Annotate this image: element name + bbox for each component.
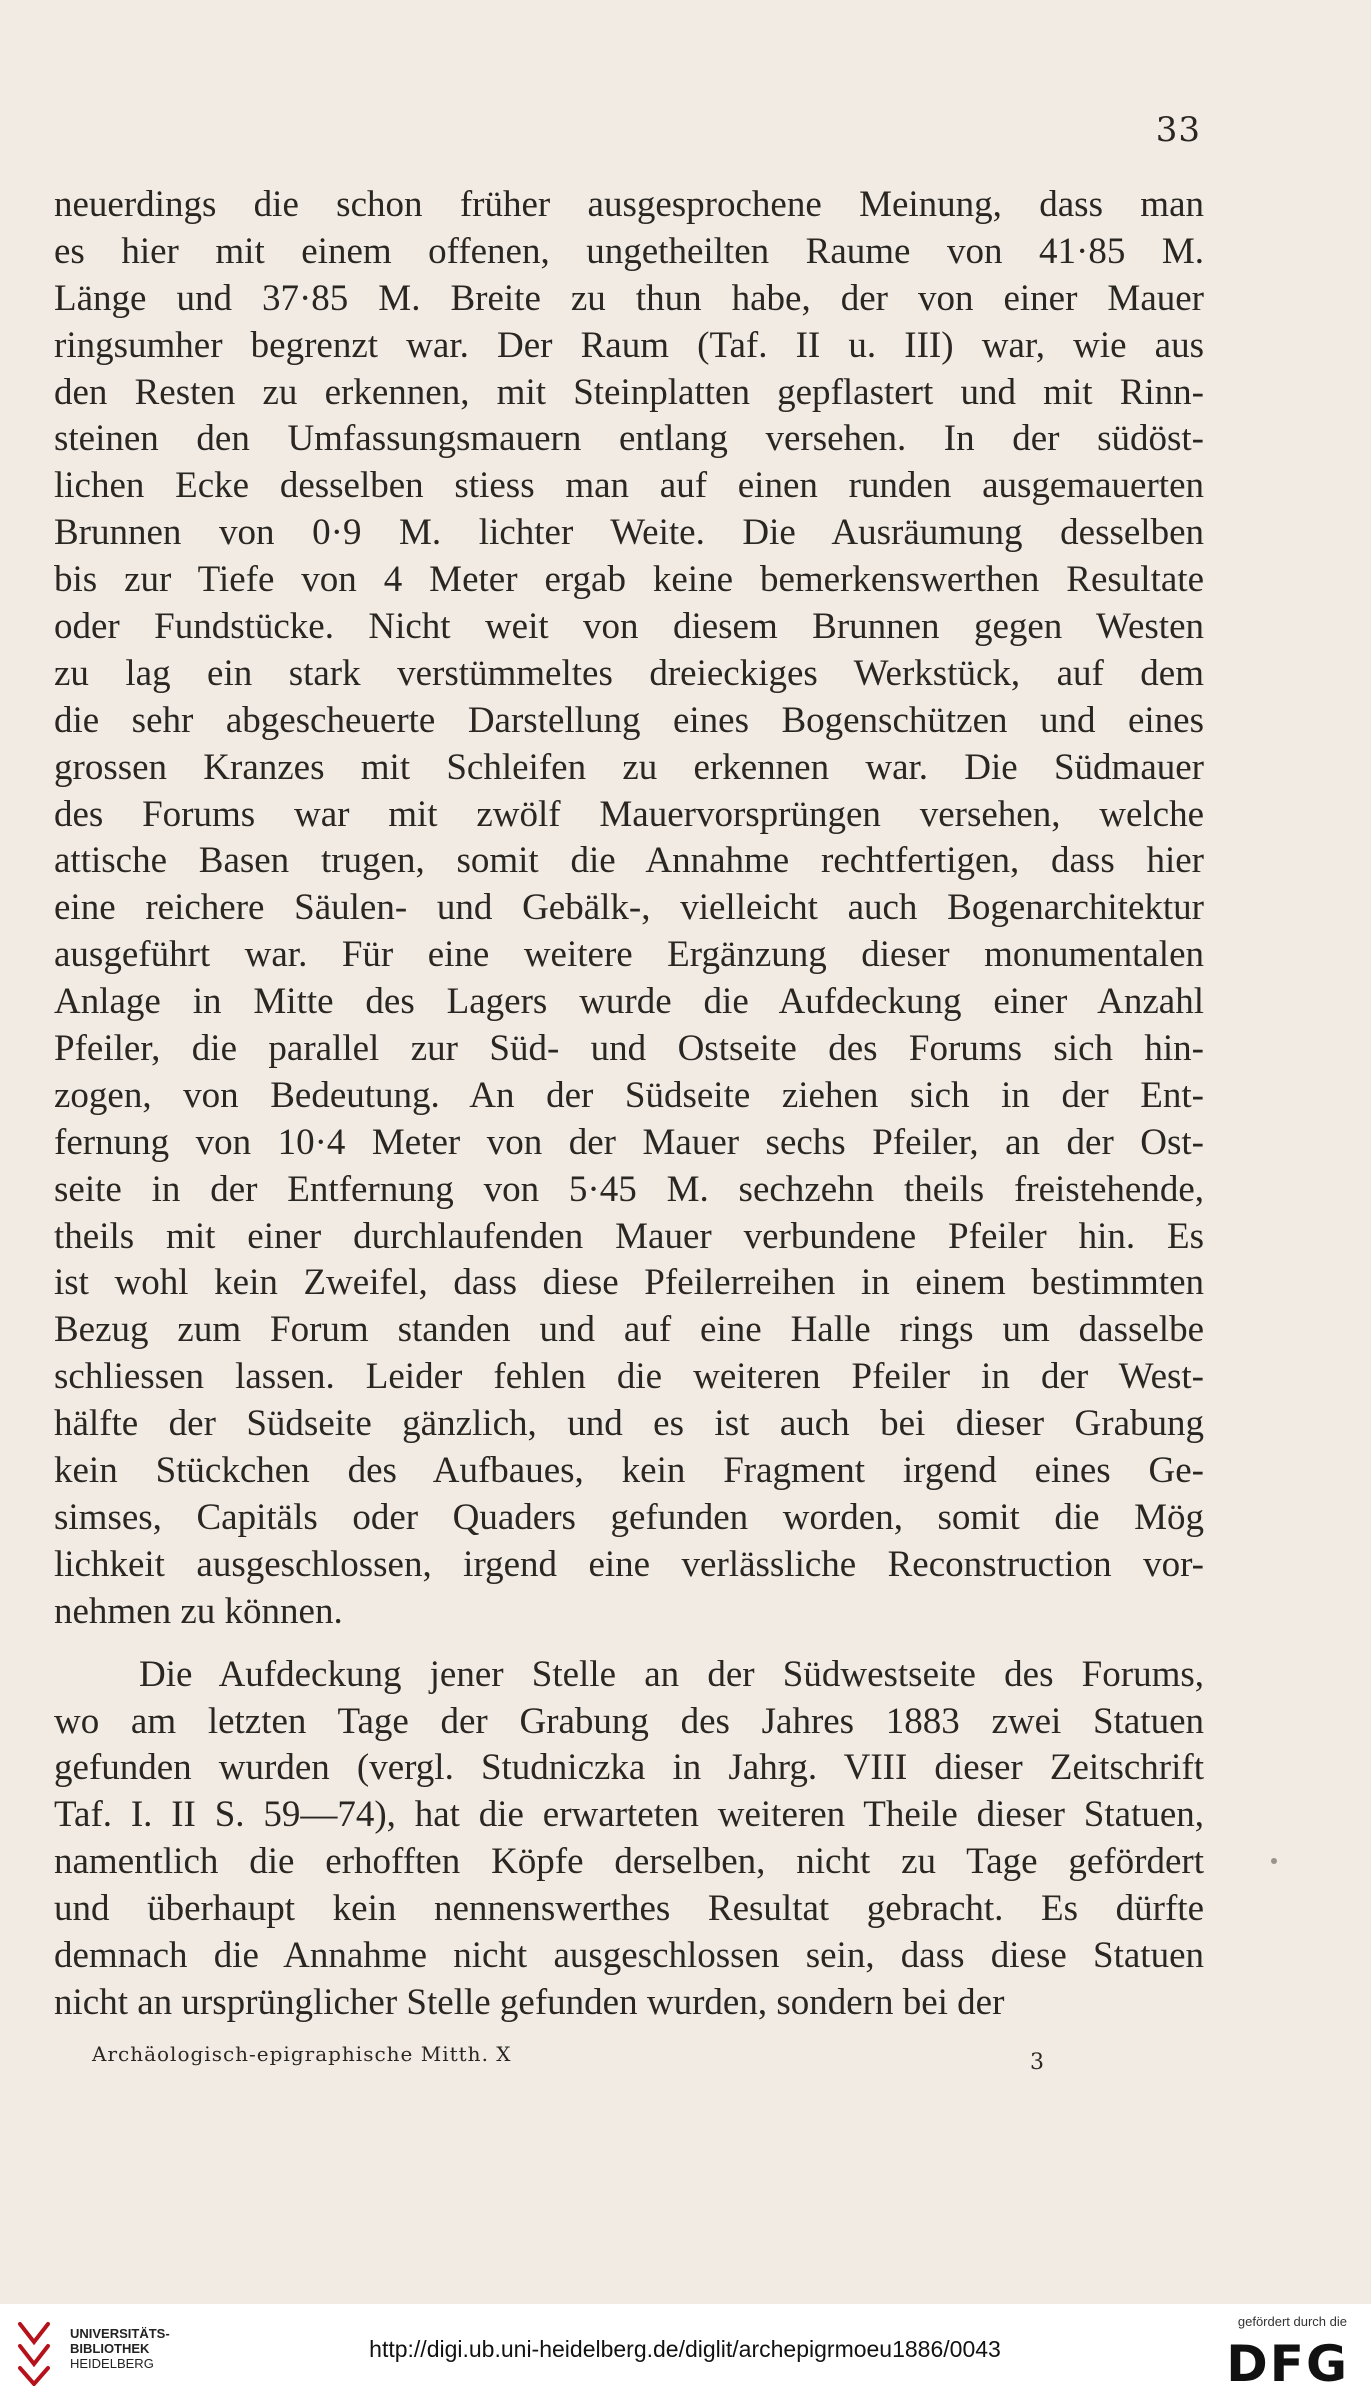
page-number: 33	[1155, 110, 1201, 150]
text-line: bis zur Tiefe von 4 Meter ergab keine bemerkenswerthen Resultate	[54, 559, 1204, 601]
text-line: Bezug zum Forum standen und auf eine Halle rings um dasselbe	[54, 1309, 1204, 1351]
text-line: oder Fundstücke. Nicht weit von diesem Brunnen gegen Westen	[54, 606, 1204, 648]
text-line: theils mit einer durchlaufenden Mauer verbundene Pfeiler hin. Es	[54, 1215, 1204, 1257]
text-line: nicht an ursprünglicher Stelle gefunden wurden, sondern bei der	[54, 1981, 1005, 2023]
text-line: kein Stückchen des Aufbaues, kein Fragment irgend eines Ge-	[54, 1450, 1204, 1492]
footer-signature-mark: 3	[1030, 2050, 1044, 2075]
text-line: die sehr abgescheuerte Darstellung eines Bogenschützen und eines	[54, 699, 1204, 741]
text-line: und überhaupt kein nennenswerthes Resultat gebracht. Es dürfte	[54, 1888, 1204, 1930]
paragraph-2	[54, 1652, 1204, 2027]
text-line: gefunden wurden (vergl. Studniczka in Jahrg. VIII dieser Zeitschrift	[54, 1747, 1204, 1789]
text-line: neuerdings die schon früher ausgesprochene Meinung, dass man	[54, 184, 1204, 225]
text-line: simses, Capitäls oder Quaders gefunden worden, somit die Mög	[54, 1496, 1204, 1538]
text-line: demnach die Annahme nicht ausgeschlossen sein, dass diese Statuen	[54, 1934, 1204, 1976]
text-line: Taf. I. II S. 59—74), hat die erwarteten weiteren Theile dieser Statuen,	[54, 1794, 1204, 1836]
text-line: seite in der Entfernung von 5·45 M. sechzehn theils freistehende,	[54, 1168, 1204, 1210]
text-line: des Forums war mit zwölf Mauervorsprüngen versehen, welche	[54, 793, 1204, 835]
text-line: Länge und 37·85 M. Breite zu thun habe, der von einer Mauer	[54, 277, 1204, 319]
footer-journal-title: Archäologisch-epigraphische Mitth. X	[92, 2042, 512, 2066]
text-line: zogen, von Bedeutung. An der Südseite ziehen sich in der Ent-	[54, 1074, 1204, 1116]
text-line: Die Aufdeckung jener Stelle an der Südwestseite des Forums,	[139, 1653, 1204, 1695]
text-line: ist wohl kein Zweifel, dass diese Pfeilerreihen in einem bestimmten	[54, 1262, 1204, 1304]
digitization-banner	[0, 2304, 1371, 2401]
text-line: ringsumher begrenzt war. Der Raum (Taf. II u. III) war, wie aus	[54, 324, 1204, 366]
library-line-2: BIBLIOTHEK	[70, 2341, 150, 2356]
text-line: wo am letzten Tage der Grabung des Jahres 1883 zwei Statuen	[54, 1700, 1204, 1742]
text-line: hälfte der Südseite gänzlich, und es ist auch bei dieser Grabung	[54, 1403, 1204, 1445]
permalink-url[interactable]: http://digi.ub.uni-heidelberg.de/diglit/archepigrmoeu1886/0043	[369, 2336, 1001, 2362]
text-line: steinen den Umfassungsmauern entlang versehen. In der südöst-	[54, 418, 1204, 460]
library-line-1: UNIVERSITÄTS-	[70, 2326, 170, 2341]
dfg-logo: DFG	[1226, 2335, 1349, 2393]
text-line: Brunnen von 0·9 M. lichter Weite. Die Ausräumung desselben	[54, 512, 1204, 554]
body-text	[54, 182, 1204, 2027]
text-line: Pfeiler, die parallel zur Süd- und Ostseite des Forums sich hin-	[54, 1028, 1204, 1070]
text-line: schliessen lassen. Leider fehlen die weiteren Pfeiler in der West-	[54, 1356, 1204, 1398]
library-line-3: HEIDELBERG	[70, 2356, 154, 2371]
text-line: lichkeit ausgeschlossen, irgend eine verlässliche Reconstruction vor-	[54, 1543, 1204, 1585]
text-line: eine reichere Säulen- und Gebälk-, vielleicht auch Bogenarchitektur	[54, 887, 1204, 929]
text-line: es hier mit einem offenen, ungetheilten Raume von 41·85 M.	[54, 230, 1204, 272]
text-line: Anlage in Mitte des Lagers wurde die Aufdeckung einer Anzahl	[54, 981, 1204, 1023]
text-line: zu lag ein stark verstümmeltes dreieckiges Werkstück, auf dem	[54, 652, 1204, 694]
funding-note: gefördert durch die	[1237, 2314, 1347, 2329]
university-library-name	[70, 2326, 170, 2371]
text-line: den Resten zu erkennen, mit Steinplatten gepflastert und mit Rinn-	[54, 371, 1204, 413]
university-library-logo-icon	[14, 2316, 54, 2386]
text-line: ausgeführt war. Für eine weitere Ergänzung dieser monumentalen	[54, 934, 1204, 976]
text-line: fernung von 10·4 Meter von der Mauer sechs Pfeiler, an der Ost-	[54, 1121, 1204, 1163]
text-line: namentlich die erhofften Köpfe derselben, nicht zu Tage gefördert	[54, 1841, 1204, 1883]
text-line: attische Basen trugen, somit die Annahme rechtfertigen, dass hier	[54, 840, 1204, 882]
margin-speck	[1271, 1858, 1277, 1864]
text-line: nehmen zu können.	[54, 1590, 343, 1632]
paragraph-1	[54, 182, 1204, 1636]
text-line: grossen Kranzes mit Schleifen zu erkennen war. Die Südmauer	[54, 746, 1204, 788]
text-line: lichen Ecke desselben stiess man auf einen runden ausgemauerten	[54, 465, 1204, 507]
